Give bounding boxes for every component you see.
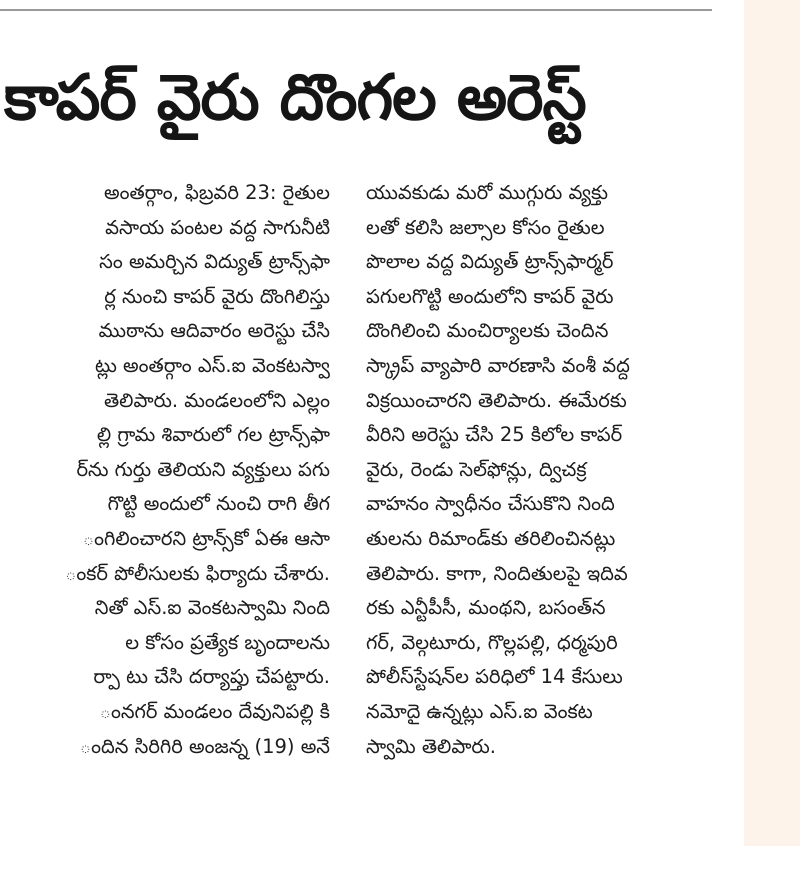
text-line: అంతర్గాం, ఫిబ్రవరి 23: రైతుల <box>103 181 330 204</box>
text-line: ట్లు అంతర్గాం ఎస్.ఐ వెంకటస్వా <box>95 353 330 377</box>
side-panel <box>744 0 800 846</box>
text-line: నితో ఎస్.ఐ వెంకటస్వామి నింది <box>94 596 330 620</box>
text-line: వాహనం స్వాధీనం చేసుకొని నింది <box>366 492 615 516</box>
text-line: ముఠాను ఆదివారం అరెస్టు చేసి <box>98 319 330 343</box>
text-line: ర్ల నుంచి కాపర్ వైరు దొంగిలిస్తు <box>104 284 330 308</box>
text-line: ంనగర్ మండలం దేవునిపల్లి కి <box>99 699 330 723</box>
text-line: తెలిపారు. మండలంలోని ఎల్లం <box>104 388 330 412</box>
text-line: ల్లి గ్రామ శివారులో గల ట్రాన్స్‌ఫా <box>96 423 330 447</box>
top-divider <box>0 9 712 11</box>
text-line: గర్, వెల్గటూరు, గొల్లపల్లి, ధర్మపురి <box>366 630 618 654</box>
text-line: వైరు, రెండు సెల్‌ఫోన్లు, ద్విచక్ర <box>366 457 587 481</box>
text-line: పొలాల వద్ద విద్యుత్ ట్రాన్స్‌ఫార్మర్ <box>366 250 614 274</box>
text-line: ర్పా టు చేసి దర్యాప్తు చేపట్టారు. <box>93 665 330 689</box>
text-line: వీరిని అరెస్టు చేసి 25 కిలోల కాపర్ <box>366 423 623 447</box>
text-line: పోలీస్‌స్టేషన్‌ల పరిధిలో 14 కేసులు <box>366 665 623 689</box>
text-line: యువకుడు మరో ముగ్గురు వ్యక్తు <box>366 181 608 204</box>
text-line: తులను రిమాండ్‌కు తరిలించినట్లు <box>366 526 616 550</box>
text-line: నమోదై ఉన్నట్లు ఎస్.ఐ వెంకట <box>366 699 593 723</box>
text-line: స్వామి తెలిపారు. <box>366 734 496 758</box>
text-line: ందిన సిరిగిరి అంజన్న (19) అనే <box>79 734 330 758</box>
text-line: ర్‌ను గుర్తు తెలియని వ్యక్తులు పగు <box>76 457 330 481</box>
text-line: స్క్రాప్ వ్యాపారి వారణాసి వంశీ వద్ద <box>366 353 630 377</box>
text-line: ంకర్ పోలీసులకు ఫిర్యాదు చేశారు. <box>65 561 330 585</box>
article-column-right <box>366 176 718 764</box>
text-line: సం అమర్చిన విద్యుత్ ట్రాన్స్‌ఫా <box>99 250 330 274</box>
text-line: లతో కలిసి జల్సాల కోసం రైతుల <box>366 215 605 239</box>
text-line: గొట్టి అందులో నుంచి రాగి తీగ <box>107 492 330 516</box>
text-line: ంగిలించారని ట్రాన్స్‌కో ఏఈ ఆసా <box>82 526 330 550</box>
text-line: పగులగొట్టి అందులోని కాపర్ వైరు <box>366 284 614 308</box>
article-headline: కాపర్ వైరు దొంగల అరెస్ట్ <box>4 61 586 134</box>
text-line: రకు ఎన్టీపీసీ, మంథని, బసంత్‌న <box>366 596 606 620</box>
text-line: వసాయ పంటల వద్ద సాగునీటి <box>105 215 330 239</box>
text-line: దొంగిలించి మంచిర్యాలకు చెందిన <box>366 319 609 343</box>
text-line: ల కోసం ప్రత్యేక బృందాలను <box>125 630 330 654</box>
text-line: విక్రయించారని తెలిపారు. ఈమేరకు <box>366 388 627 412</box>
text-line: తెలిపారు. కాగా, నిందితులపై ఇదివ <box>366 561 628 585</box>
article-column-left <box>0 176 330 764</box>
